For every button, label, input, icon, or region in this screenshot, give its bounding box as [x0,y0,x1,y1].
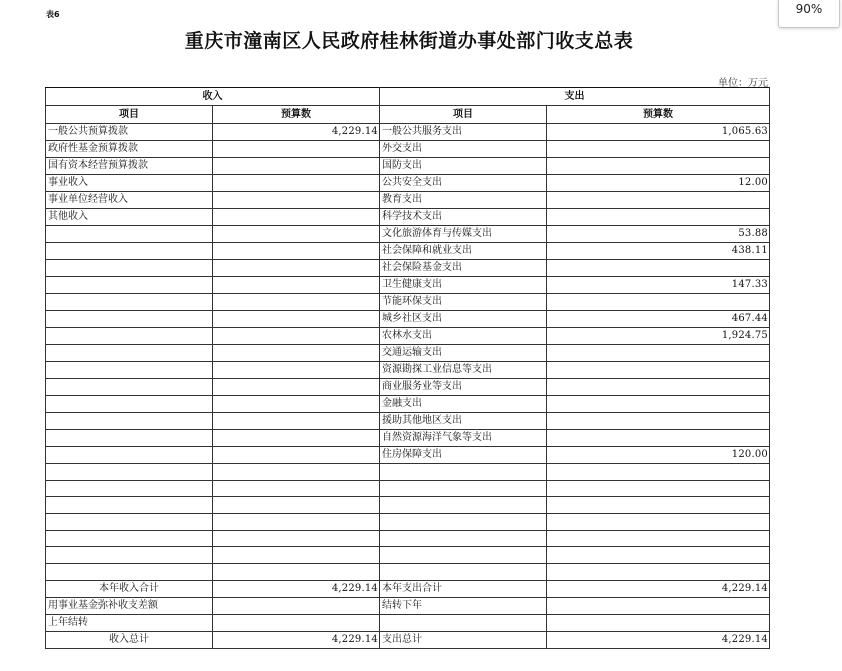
expense-item-cell: 社会保障和就业支出 [380,243,547,260]
table-row [46,564,770,581]
expense-item-cell: 卫生健康支出 [380,277,547,294]
income-item-cell [46,514,213,531]
income-item-cell: 事业单位经营收入 [46,192,213,209]
expense-item-cell: 资源勘探工业信息等支出 [380,362,547,379]
expense-item-cell: 本年支出合计 [380,580,547,597]
income-item-cell [46,311,213,328]
expense-amount-cell [547,192,770,209]
expense-item-cell [380,564,547,581]
expense-item-cell [380,480,547,497]
expense-amount-cell: 1,924.75 [547,328,770,345]
income-item-cell [46,294,213,311]
expense-amount-cell [547,530,770,547]
income-amount-cell [213,497,380,514]
income-amount-cell [213,158,380,175]
table-row [46,413,770,430]
table-row [46,464,770,481]
income-amount-cell [213,277,380,294]
expense-item-cell: 住房保障支出 [380,447,547,464]
income-amount-cell [213,260,380,277]
income-amount-cell [213,328,380,345]
table-row [46,192,770,209]
table-row [46,430,770,447]
expense-item-cell: 支出总计 [380,631,547,648]
income-amount-cell: 4,229.14 [213,631,380,648]
income-item-cell: 政府性基金预算拨款 [46,141,213,158]
table-row [46,396,770,413]
expense-item-cell: 结转下年 [380,597,547,614]
expense-amount-cell: 4,229.14 [547,580,770,597]
unit-label: 单位：万元 [718,78,768,89]
table-column-header-row [46,106,770,124]
table-row [46,209,770,226]
income-item-cell [46,497,213,514]
income-item-cell [46,480,213,497]
income-amount-cell [213,480,380,497]
expense-amount-cell: 467.44 [547,311,770,328]
expense-item-cell [380,530,547,547]
expense-amount-cell [547,345,770,362]
expense-amount-cell [547,497,770,514]
expense-amount-cell [547,597,770,614]
income-item-cell [46,243,213,260]
income-amount-cell [213,209,380,226]
summary-row [46,614,770,631]
expense-amount-cell [547,413,770,430]
expense-amount-cell [547,209,770,226]
income-item-cell [46,447,213,464]
expense-item-header: 项目 [380,106,547,124]
income-amount-cell [213,614,380,631]
expense-item-cell: 农林水支出 [380,328,547,345]
expense-amount-cell: 12.00 [547,175,770,192]
expense-amount-cell [547,141,770,158]
income-item-header: 项目 [46,106,213,124]
income-amount-cell [213,294,380,311]
income-item-cell: 事业收入 [46,175,213,192]
income-item-cell [46,379,213,396]
expense-item-cell: 文化旅游体育与传媒支出 [380,226,547,243]
table-row [46,497,770,514]
table-row [46,124,770,141]
expense-amount-cell [547,260,770,277]
income-item-cell [46,345,213,362]
income-amount-cell: 4,229.14 [213,580,380,597]
table-row [46,328,770,345]
income-amount-cell [213,243,380,260]
income-item-cell [46,464,213,481]
expense-amount-cell [547,294,770,311]
income-amount-cell [213,192,380,209]
table-row [46,362,770,379]
income-group-header: 收入 [46,88,380,106]
expense-amount-cell [547,158,770,175]
table-row [46,277,770,294]
income-amount-cell [213,564,380,581]
expense-item-cell [380,497,547,514]
expense-amount-cell: 4,229.14 [547,631,770,648]
expense-item-cell: 一般公共服务支出 [380,124,547,141]
expense-amount-cell [547,480,770,497]
table-row [46,226,770,243]
income-amount-cell [213,597,380,614]
income-item-cell: 本年收入合计 [46,580,213,597]
expense-amount-cell: 53.88 [547,226,770,243]
expense-item-cell [380,547,547,564]
income-amount-cell [213,464,380,481]
expense-amount-cell [547,514,770,531]
expense-amount-cell [547,430,770,447]
income-amount-cell [213,396,380,413]
expense-amount-cell [547,379,770,396]
table-row [46,530,770,547]
income-amount-cell [213,413,380,430]
income-amount-cell [213,311,380,328]
expense-item-cell: 公共安全支出 [380,175,547,192]
table-row [46,311,770,328]
income-expense-table [45,87,770,649]
expense-item-cell: 商业服务业等支出 [380,379,547,396]
table-row [46,447,770,464]
income-item-cell [46,530,213,547]
expense-item-cell: 援助其他地区支出 [380,413,547,430]
expense-item-cell: 国防支出 [380,158,547,175]
expense-budget-header: 预算数 [547,106,770,124]
expense-group-header: 支出 [380,88,770,106]
table-row [46,547,770,564]
page-title: 重庆市潼南区人民政府桂林街道办事处部门收支总表 [184,30,634,52]
expense-item-cell [380,514,547,531]
expense-amount-cell [547,362,770,379]
table-row [46,175,770,192]
income-amount-cell [213,447,380,464]
expense-item-cell [380,464,547,481]
summary-row [46,580,770,597]
table-row [46,243,770,260]
zoom-level-indicator[interactable]: 90% [778,0,840,28]
table-row [46,158,770,175]
expense-amount-cell: 1,065.63 [547,124,770,141]
income-item-cell: 一般公共预算拨款 [46,124,213,141]
income-item-cell [46,260,213,277]
table-row [46,294,770,311]
income-amount-cell [213,345,380,362]
income-amount-cell [213,514,380,531]
expense-item-cell: 科学技术支出 [380,209,547,226]
income-item-cell [46,226,213,243]
income-amount-cell [213,175,380,192]
income-amount-cell [213,141,380,158]
income-amount-cell [213,530,380,547]
expense-amount-cell: 147.33 [547,277,770,294]
income-item-cell [46,277,213,294]
income-amount-cell [213,226,380,243]
income-amount-cell [213,430,380,447]
income-amount-cell: 4,229.14 [213,124,380,141]
table-row [46,141,770,158]
expense-item-cell [380,614,547,631]
expense-item-cell: 社会保险基金支出 [380,260,547,277]
expense-amount-cell: 120.00 [547,447,770,464]
income-item-cell [46,547,213,564]
expense-item-cell: 城乡社区支出 [380,311,547,328]
income-item-cell [46,362,213,379]
income-item-cell: 上年结转 [46,614,213,631]
income-item-cell [46,413,213,430]
table-row [46,345,770,362]
income-item-cell: 其他收入 [46,209,213,226]
income-item-cell [46,328,213,345]
expense-item-cell: 教育支出 [380,192,547,209]
expense-item-cell: 金融支出 [380,396,547,413]
income-item-cell [46,564,213,581]
expense-amount-cell [547,564,770,581]
expense-amount-cell: 438.11 [547,243,770,260]
summary-row [46,631,770,648]
expense-amount-cell [547,464,770,481]
income-amount-cell [213,379,380,396]
summary-row [46,597,770,614]
income-budget-header: 预算数 [213,106,380,124]
table-group-header-row [46,88,770,106]
expense-amount-cell [547,396,770,413]
table-row [46,260,770,277]
income-item-cell [46,430,213,447]
expense-amount-cell [547,547,770,564]
income-item-cell: 收入总计 [46,631,213,648]
table-row [46,480,770,497]
income-amount-cell [213,362,380,379]
income-amount-cell [213,547,380,564]
table-row [46,514,770,531]
income-item-cell: 国有资本经营预算拨款 [46,158,213,175]
expense-amount-cell [547,614,770,631]
table-number: 表6 [46,10,60,19]
table-row [46,379,770,396]
income-item-cell: 用事业基金弥补收支差额 [46,597,213,614]
expense-item-cell: 节能环保支出 [380,294,547,311]
income-item-cell [46,396,213,413]
expense-item-cell: 自然资源海洋气象等支出 [380,430,547,447]
expense-item-cell: 交通运输支出 [380,345,547,362]
expense-item-cell: 外交支出 [380,141,547,158]
